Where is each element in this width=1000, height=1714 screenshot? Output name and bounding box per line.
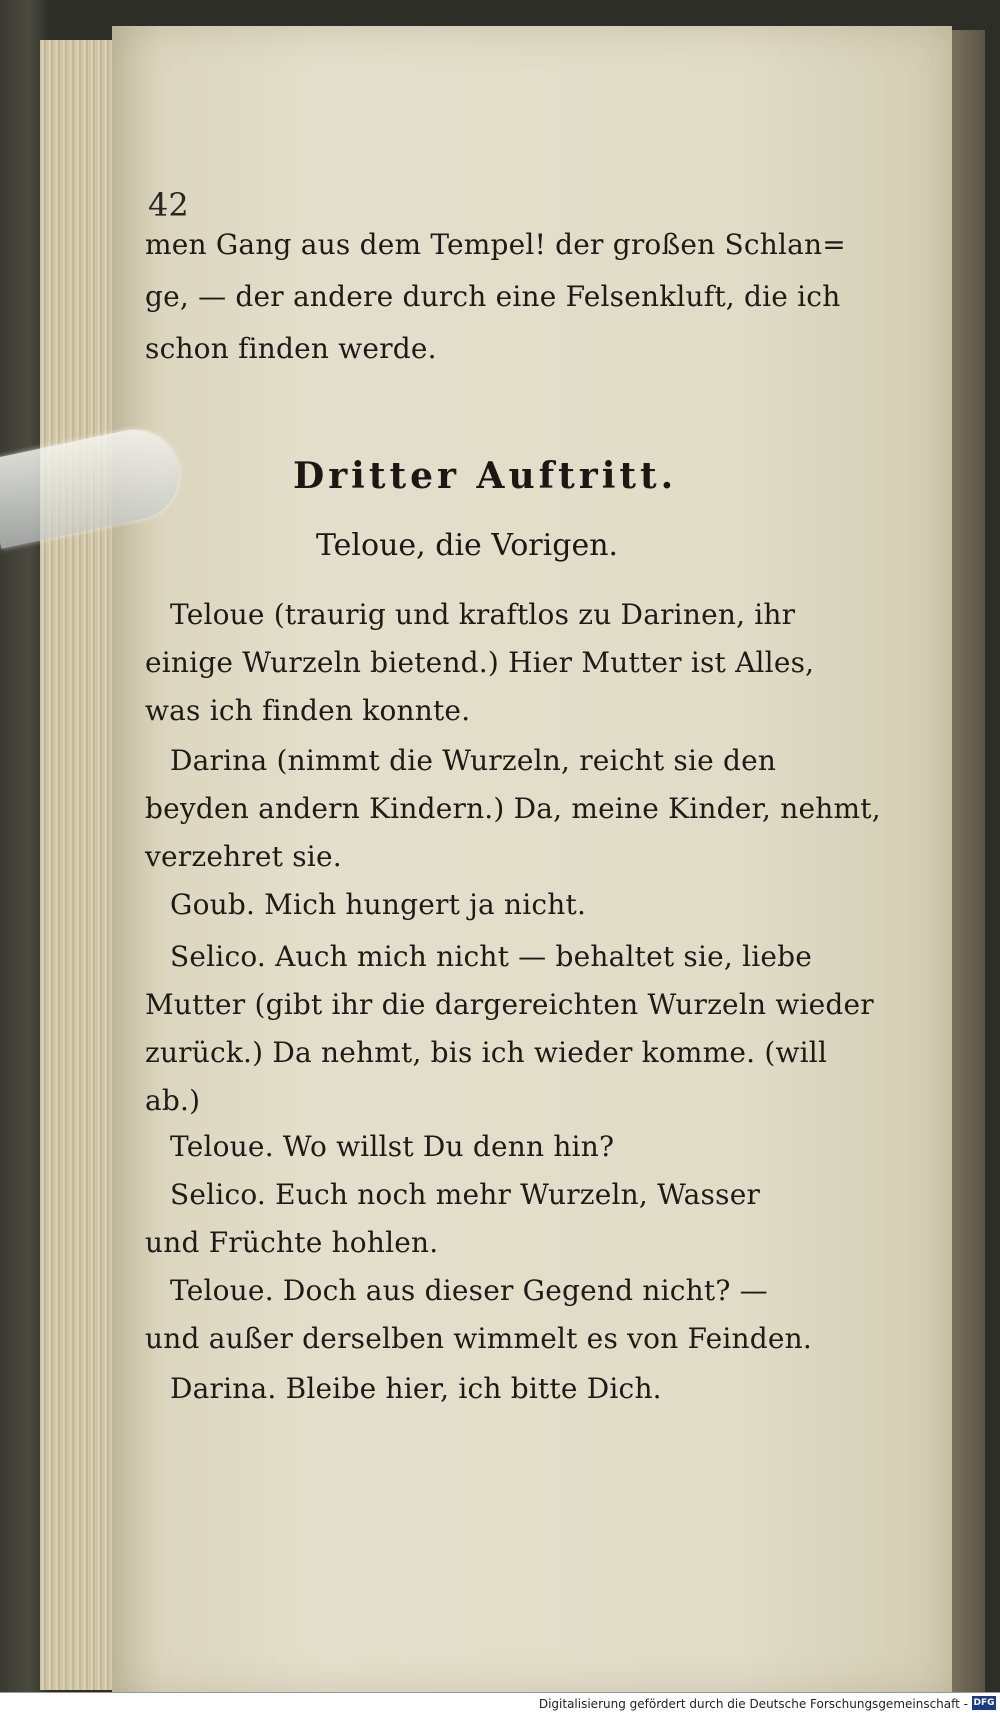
text-line: men Gang aus dem Tempel! der großen Schlan= <box>145 228 846 261</box>
dialogue-line: einige Wurzeln bietend.) Hier Mutter ist Alles, <box>145 646 815 679</box>
footer-bar <box>0 1692 1000 1714</box>
dialogue-line: und Früchte hohlen. <box>145 1226 439 1259</box>
scene-heading: Dritter Auftritt. <box>293 455 678 497</box>
dialogue-line: Selico. Euch noch mehr Wurzeln, Wasser <box>170 1178 761 1211</box>
dialogue-line: zurück.) Da nehmt, bis ich wieder komme. (will <box>145 1036 828 1069</box>
dialogue-line: Teloue. Wo willst Du denn hin? <box>170 1130 615 1163</box>
page-edges <box>40 40 120 1690</box>
dialogue-line: Darina (nimmt die Wurzeln, reicht sie den <box>170 744 777 777</box>
dialogue-line: beyden andern Kindern.) Da, meine Kinder, nehmt, <box>145 792 881 825</box>
scene-persons: Teloue, die Vorigen. <box>316 528 619 563</box>
dialogue-line: und außer derselben wimmelt es von Feinden. <box>145 1322 813 1355</box>
text-line: schon finden werde. <box>145 332 437 365</box>
dialogue-line: Selico. Auch mich nicht — behaltet sie, liebe <box>170 940 813 973</box>
page-number: 42 <box>148 186 189 224</box>
dialogue-line: Teloue. Doch aus dieser Gegend nicht? — <box>170 1274 768 1307</box>
dialogue-line: verzehret sie. <box>145 840 342 873</box>
footer-credit: Digitalisierung gefördert durch die Deutsche Forschungsgemeinschaft - <box>538 1697 968 1711</box>
dialogue-line: Goub. Mich hungert ja nicht. <box>170 888 587 921</box>
dialogue-line: was ich finden konnte. <box>145 694 471 727</box>
dialogue-line: Mutter (gibt ihr die dargereichten Wurzeln wieder <box>145 988 874 1021</box>
dialogue-line: Teloue (traurig und kraftlos zu Darinen, ihr <box>170 598 796 631</box>
dialogue-line: ab.) <box>145 1084 201 1117</box>
dialogue-line: Darina. Bleibe hier, ich bitte Dich. <box>170 1372 662 1405</box>
text-line: ge, — der andere durch eine Felsenkluft, die ich <box>145 280 841 313</box>
dfg-logo: DFG <box>973 1698 995 1708</box>
